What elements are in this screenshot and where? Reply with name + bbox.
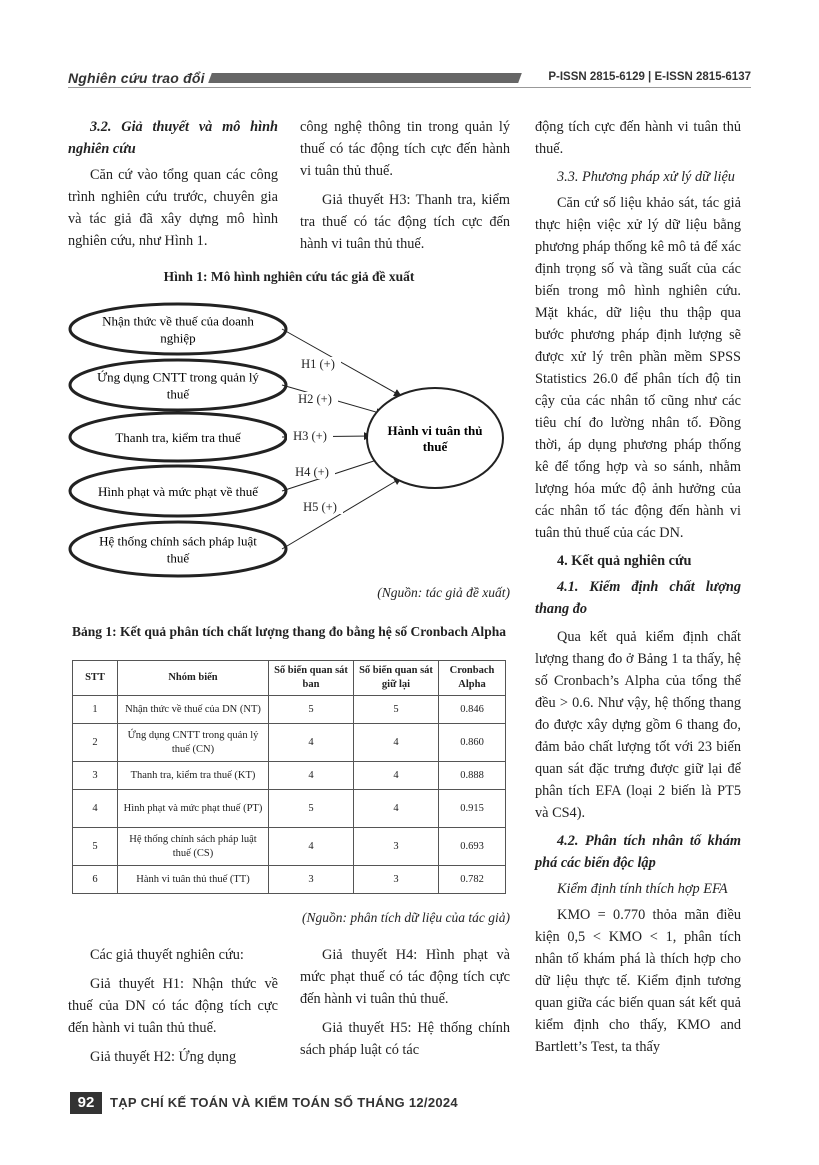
factor-label: thuế [166, 550, 190, 566]
page-number: 92 [70, 1092, 102, 1114]
table-cell-stt: 3 [73, 762, 118, 790]
table-row [73, 724, 506, 762]
table-cell-retained: 3 [354, 828, 439, 866]
table-row [73, 866, 506, 894]
factor-label: Hình phạt và mức phạt về thuế [97, 484, 259, 499]
table-cell-stt: 4 [73, 790, 118, 828]
column-2-top [300, 116, 510, 255]
research-model-diagram [66, 296, 512, 578]
table-caption: Bảng 1: Kết quả phân tích chất lượng thang đo bằng hệ số Cronbach Alpha [72, 624, 506, 639]
column-3 [535, 116, 741, 1058]
running-header-section: Nghiên cứu trao đổi [68, 70, 205, 86]
factor-label: Nhận thức về thuế của doanh [102, 313, 254, 329]
factor-node-5 [70, 522, 286, 576]
figure-source: (Nguồn: tác giả đề xuất) [377, 585, 510, 600]
outcome-node [367, 388, 503, 488]
hypothesis-label: H3 (+) [293, 429, 327, 443]
factor-node-4 [70, 466, 286, 516]
column-1-bottom [68, 944, 278, 1068]
section-heading-4-1: 4.1. Kiểm định chất lượng thang đo [535, 579, 741, 617]
table-cell-alpha: 0.782 [439, 866, 506, 894]
outcome-label: Hành vi tuân thủ [387, 423, 483, 438]
paragraph: công nghệ thông tin trong quản lý thuế có tác động tích cực đến hành vi tuân thủ thuế. [300, 119, 510, 179]
table-cell-initial: 5 [269, 790, 354, 828]
table-cell-group: Hình phạt và mức phạt thuế (PT) [118, 790, 269, 828]
factor-label: nghiệp [160, 330, 196, 346]
paragraph: Qua kết quả kiểm định chất lượng thang đo ở Bảng 1 ta thấy, hệ số Cronbach’s Alpha của tổng thể đều > 0.6. Như vậy, hệ thống thang đo được xây dựng gồm 6 thang đo, đảm bảo chất lượng tốt với 23 biến quan sát đặc trưng được giữ lại để phân tích EFA (loại 2 biến là PT5 và CS4). [535, 629, 741, 821]
journal-title: TẠP CHÍ KẾ TOÁN VÀ KIỂM TOÁN SỐ THÁNG 12/2024 [110, 1095, 458, 1110]
paragraph: Giả thuyết H5: Hệ thống chính sách pháp luật có tác [300, 1020, 510, 1058]
table-cell-stt: 2 [73, 724, 118, 762]
paragraph: Căn cứ vào tổng quan các công trình nghiên cứu trước, chuyên gia và tác giả đã xây dựng mô hình nghiên cứu, như Hình 1. [68, 167, 278, 249]
section-heading-4: 4. Kết quả nghiên cứu [557, 553, 692, 569]
table-row [73, 790, 506, 828]
paragraph: Giả thuyết H3: Thanh tra, kiểm tra thuế có tác động tích cực đến hành vi tuân thủ thuế. [300, 192, 510, 252]
table-cell-initial: 5 [269, 696, 354, 724]
table-cell-initial: 4 [269, 828, 354, 866]
table-row [73, 696, 506, 724]
outcome-label: thuế [422, 439, 448, 454]
paragraph: Giả thuyết H4: Hình phạt và mức phạt thuế có tác động tích cực đến hành vi tuân thủ thuế. [300, 947, 510, 1007]
factor-node-2 [70, 360, 286, 410]
table-cell-alpha: 0.888 [439, 762, 506, 790]
factor-label: thuế [166, 386, 190, 402]
cronbach-table [72, 660, 506, 894]
table-source: (Nguồn: phân tích dữ liệu của tác giả) [302, 910, 510, 925]
factor-label: Hệ thống chính sách pháp luật [99, 533, 257, 549]
table-header-alpha: Cronbach Alpha [439, 661, 506, 696]
paragraph: Giả thuyết H2: Ứng dụng [90, 1049, 237, 1065]
table-cell-stt: 5 [73, 828, 118, 866]
paragraph: Các giả thuyết nghiên cứu: [90, 947, 244, 963]
table-cell-alpha: 0.846 [439, 696, 506, 724]
running-header-issn: P-ISSN 2815-6129 | E-ISSN 2815-6137 [548, 71, 751, 83]
header-rule [68, 87, 751, 88]
hypothesis-label: H2 (+) [298, 392, 332, 406]
table-cell-initial: 3 [269, 866, 354, 894]
paragraph: KMO = 0.770 thỏa mãn điều kiện 0,5 < KMO < 1, phân tích nhân tố khám phá là thích hợp cho dữ liệu thực tế. Kiểm định tương quan giữa các biến quan sát kết quả kiểm định cho thấy, KMO and Bartlett’s Test, ta thấy [535, 907, 741, 1055]
table-cell-initial: 4 [269, 762, 354, 790]
table-row [73, 828, 506, 866]
paragraph: Căn cứ số liệu khảo sát, tác giả thực hiện việc xử lý dữ liệu bằng phương pháp thống kê mô tả để xác định trọng số và tầng suất của các biến trong mô hình nghiên cứu. Mặt khác, dữ liệu thu thập qua bước phương pháp định lượng sẽ được xử lý trên phần mềm SPSS Statistics 26.0 để phân tích độ tin cậy của các nhân tố cũng như các tiêu chí đo lường nhân tố. Đồng thời, áp dụng phương pháp thống kê để tổng hợp và so sánh, nhằm lượng hóa mức độ ảnh hưởng của các nhân tố tác động đến hành vi tuân thủ thuế của các DN. [535, 195, 741, 541]
column-2-bottom [300, 944, 510, 1061]
hypothesis-label: H5 (+) [303, 500, 337, 514]
table-header-group: Nhóm biến [118, 661, 269, 696]
table-header-stt: STT [73, 661, 118, 696]
table-cell-retained: 4 [354, 724, 439, 762]
table-header-initial: Số biến quan sát ban [269, 661, 354, 696]
table-cell-retained: 3 [354, 866, 439, 894]
table-cell-retained: 5 [354, 696, 439, 724]
table-cell-group: Hành vi tuân thủ thuế (TT) [118, 866, 269, 894]
table-header-row [73, 661, 506, 696]
subheading-efa: Kiểm định tính thích hợp EFA [557, 881, 728, 897]
table-cell-group: Thanh tra, kiểm tra thuế (KT) [118, 762, 269, 790]
table-cell-stt: 6 [73, 866, 118, 894]
table-cell-group: Ứng dụng CNTT trong quản lý thuế (CN) [118, 724, 269, 762]
table-cell-retained: 4 [354, 790, 439, 828]
table-cell-retained: 4 [354, 762, 439, 790]
table-cell-alpha: 0.693 [439, 828, 506, 866]
section-heading-4-2: 4.2. Phân tích nhân tố khám phá các biến độc lập [535, 833, 741, 871]
table-cell-alpha: 0.915 [439, 790, 506, 828]
hypothesis-label: H4 (+) [295, 465, 329, 479]
factor-node-1 [70, 304, 286, 354]
section-heading-3-3: 3.3. Phương pháp xử lý dữ liệu [557, 169, 735, 185]
column-1-top [68, 116, 278, 252]
figure-caption: Hình 1: Mô hình nghiên cứu tác giả đề xuất [163, 269, 415, 284]
factor-label: Ứng dụng CNTT trong quản lý [97, 369, 259, 385]
factor-node-3 [70, 413, 286, 461]
table-cell-initial: 4 [269, 724, 354, 762]
table-cell-group: Nhận thức về thuế của DN (NT) [118, 696, 269, 724]
table-cell-stt: 1 [73, 696, 118, 724]
table-cell-alpha: 0.860 [439, 724, 506, 762]
table-cell-group: Hệ thống chính sách pháp luật thuế (CS) [118, 828, 269, 866]
paragraph: Giả thuyết H1: Nhận thức về thuế của DN có tác động tích cực đến hành vi tuân thủ thuế. [68, 976, 278, 1036]
hypothesis-label: H1 (+) [301, 357, 335, 371]
table-row [73, 762, 506, 790]
header-decoration-bar [208, 73, 522, 83]
paragraph: động tích cực đến hành vi tuân thủ thuế. [535, 119, 741, 157]
table-header-retained: Số biến quan sát giữ lại [354, 661, 439, 696]
section-heading-3-2: 3.2. Giả thuyết và mô hình nghiên cứu [68, 119, 278, 157]
factor-label: Thanh tra, kiểm tra thuế [115, 430, 241, 445]
